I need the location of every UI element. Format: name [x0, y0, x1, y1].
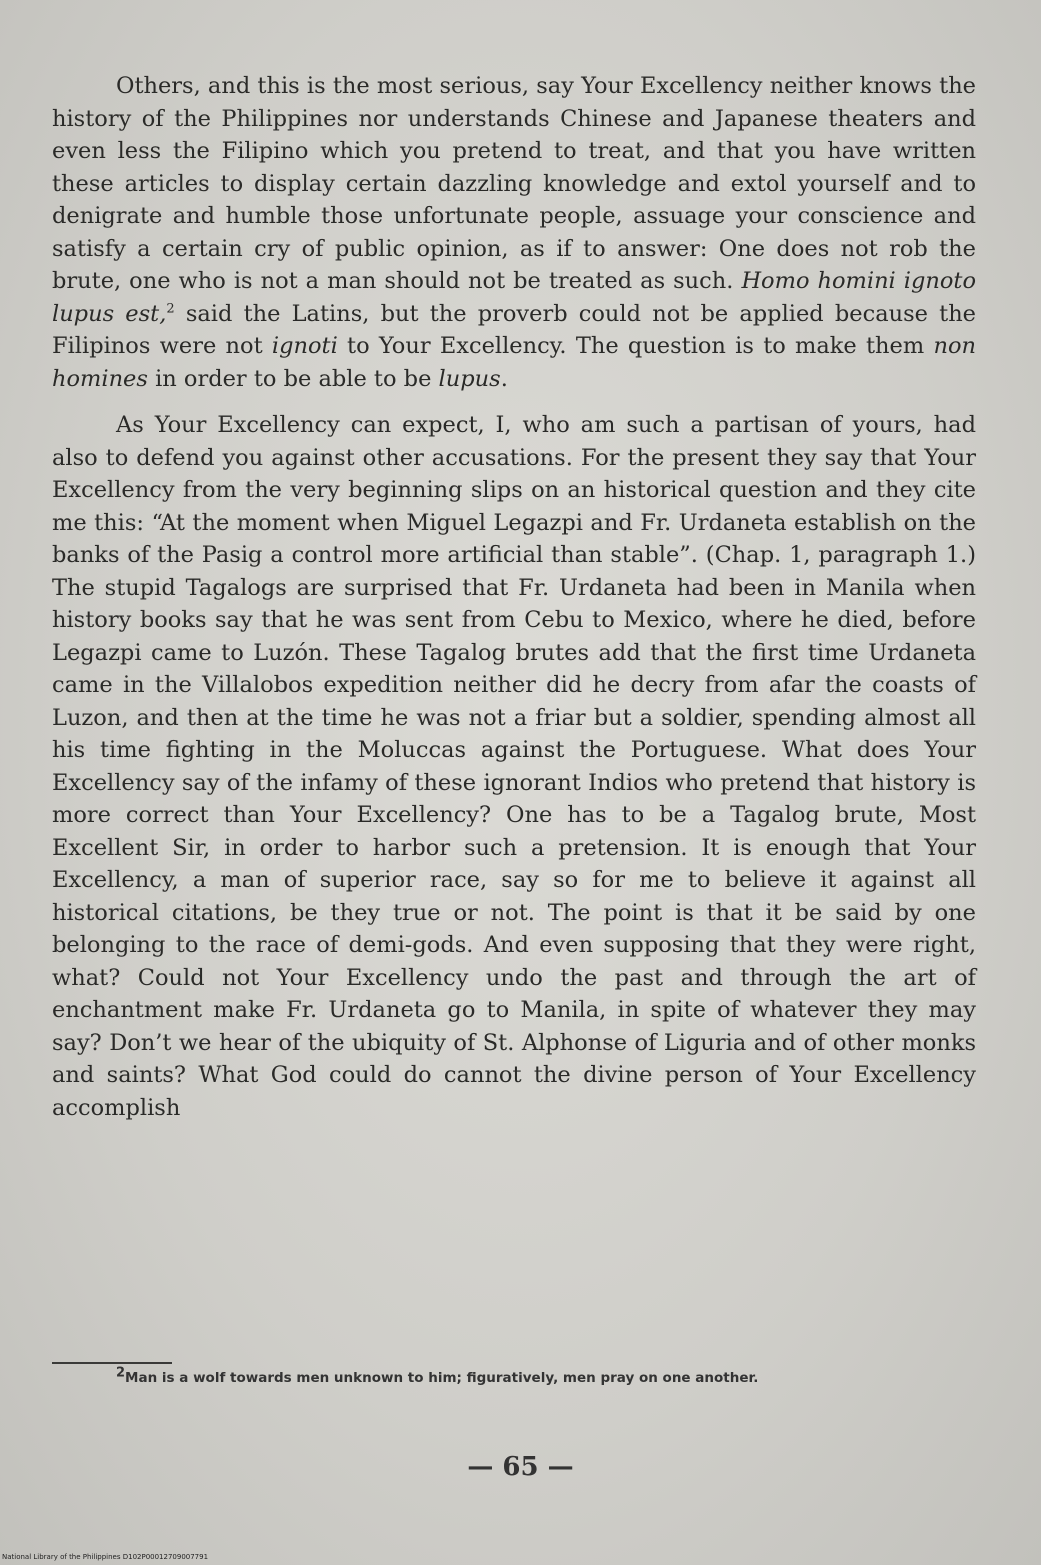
paragraph-1 — [52, 70, 976, 395]
paragraph-1-text: to Your Excellency. The question is to make them — [337, 333, 934, 359]
paragraph-1-text: said the Latins, but the proverb could not be applied because the Filipinos were not — [52, 300, 976, 359]
footnote-divider — [52, 1362, 172, 1364]
latin-word-lupus: lupus — [438, 365, 501, 392]
paragraph-1-text: in order to be able to be — [147, 365, 439, 392]
latin-quote: Homo homini ignoto lupus est, — [52, 268, 976, 327]
paragraph-2: As Your Excellency can expect, I, who am such a partisan of yours, had also to defend you against other accusations. For the present they say that Your Excellency from the very beginning slips on an historical question and they cite me this: “At the moment when Miguel Legazpi and Fr. Urdaneta establish on the banks of the Pasig a control more artificial than stable”. (Chap. 1, paragraph 1.) The stupid Tagalogs are surprised that Fr. Urdaneta had been in Manila when history books say that he was sent from Cebu to Mexico, where he died, before Legazpi came to Luzón. These Tagalog brutes add that the first time Urdaneta came in the Villalobos expedition neither did he decry from afar the coasts of Luzon, and then at the time he was not a friar but a soldier, spending almost all his time fighting in the Moluccas against the Portuguese. What does Your Excellency say of the infamy of these ignorant Indios who pretend that history is more correct than Your Excellency? One has to be a Tagalog brute, Most Excellent Sir, in order to harbor such a pretension. It is enough that Your Excellency, a man of superior race, say so for me to believe it against all historical citations, be they true or not. The point is that it be said by one belonging to the race of demi-gods. And even supposing that they were right, what? Could not Your Excellency undo the past and through the art of enchantment make Fr. Urdaneta go to Manila, in spite of whatever they may say? Don’t we hear of the ubiquity of St. Alphonse of Liguria and of other monks and saints? What God could do cannot the divine person of Your Excellency accomplish — [52, 412, 976, 1121]
footnote-reference: 2 — [166, 301, 175, 316]
footnote — [52, 1365, 976, 1387]
page-number: — 65 — — [467, 1452, 574, 1482]
footnote-text: Man is a wolf towards men unknown to him; figuratively, men pray on one another. — [125, 1370, 759, 1386]
paragraph-1-text: Others, and this is the most serious, say Your Excellency neither knows the history of the Philippines nor understands Chinese and Japanese theaters and even less the Filipino which you pretend to treat, and that you have written these articles to display certain dazzling knowledge and extol yourself and to denigrate and humble those unfortunate people, assuage your conscience and satisfy a certain cry of public opinion, as if to answer: One does not rob the brute, one who is not a man should not be treated as such. — [52, 73, 976, 294]
paragraph-1-text: . — [500, 365, 508, 392]
latin-phrase-non-homines: non homines — [52, 333, 976, 392]
body-text — [52, 70, 976, 1124]
latin-word-ignoti: ignoti — [271, 333, 338, 359]
footnote-marker: 2 — [116, 1365, 126, 1381]
library-watermark: National Library of the Philippines D102P00012709007791 — [2, 1553, 209, 1561]
